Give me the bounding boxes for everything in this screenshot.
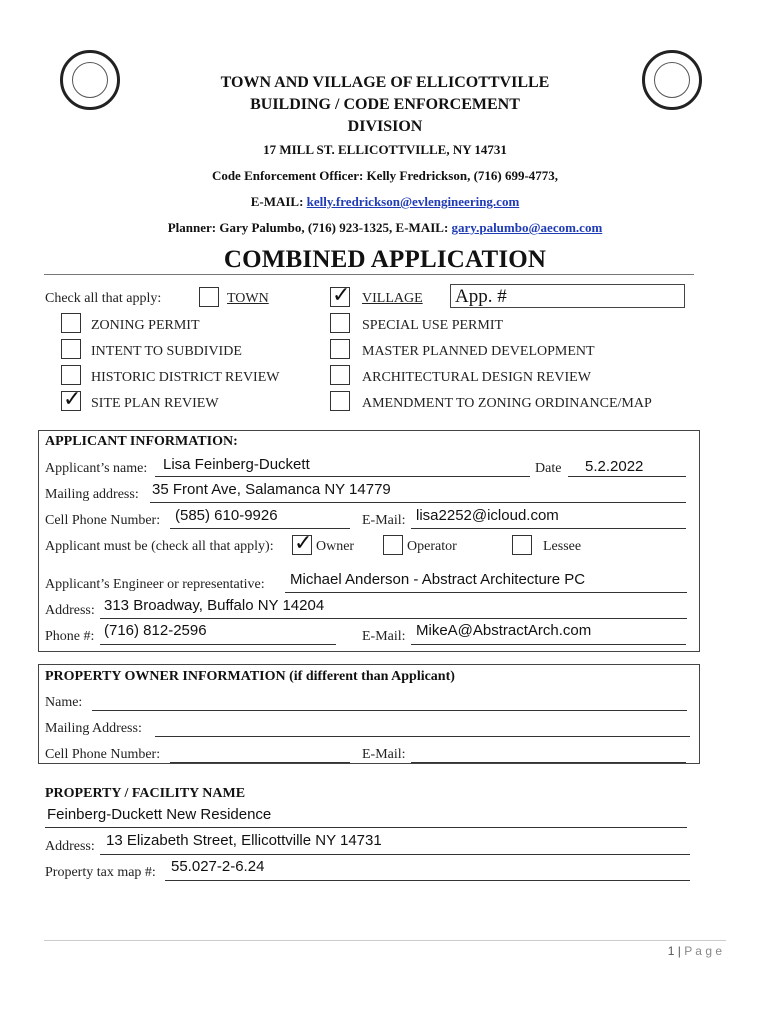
engineer-line xyxy=(285,592,687,593)
date-line xyxy=(568,476,686,477)
title-divider xyxy=(44,274,694,275)
historic-district-label: HISTORIC DISTRICT REVIEW xyxy=(91,370,280,385)
property-address-line xyxy=(100,854,690,855)
owner-name-field[interactable] xyxy=(92,710,687,711)
owner-name-label: Name: xyxy=(45,695,83,710)
check-icon: ✓ xyxy=(63,387,82,412)
header-officer: Code Enforcement Officer: Kelly Fredrickson, (716) 699-4773, xyxy=(211,168,559,183)
lessee-label: Lessee xyxy=(543,539,582,554)
header-planner-line xyxy=(0,220,770,236)
header-address: 17 MILL ST. ELLICOTTVILLE, NY 14731 xyxy=(263,142,507,157)
owner-email-field[interactable] xyxy=(411,762,686,763)
engineer-address-label: Address: xyxy=(45,603,95,618)
officer-email-link[interactable]: kelly.fredrickson@evlengineering.com xyxy=(306,194,520,209)
operator-checkbox[interactable] xyxy=(383,535,403,555)
page-number: 1 xyxy=(667,944,675,958)
footer-divider xyxy=(44,940,726,941)
architectural-design-label: ARCHITECTURAL DESIGN REVIEW xyxy=(362,370,591,385)
facility-name-line xyxy=(45,827,687,828)
zoning-permit-label: ZONING PERMIT xyxy=(91,318,200,333)
engineer-email-label: E-Mail: xyxy=(362,629,406,644)
facility-name-field[interactable]: Feinberg-Duckett New Residence xyxy=(47,806,272,823)
header-planner: Planner: Gary Palumbo, (716) 923-1325, E-MAIL: xyxy=(167,220,449,235)
cell-phone-field[interactable]: (585) 610-9926 xyxy=(175,507,278,524)
page-footer xyxy=(600,944,722,958)
cell-phone-label: Cell Phone Number: xyxy=(45,513,161,528)
header-email-line xyxy=(0,194,770,210)
engineer-field[interactable]: Michael Anderson - Abstract Architecture PC xyxy=(290,571,586,588)
check-icon: ✓ xyxy=(332,283,351,308)
owner-section-title: PROPERTY OWNER INFORMATION (if different than Applicant) xyxy=(45,669,455,684)
email-line xyxy=(411,528,686,529)
property-address-field[interactable]: 13 Elizabeth Street, Ellicottville NY 14731 xyxy=(106,832,382,849)
header-line-1: TOWN AND VILLAGE OF ELLICOTTVILLE xyxy=(220,74,550,91)
date-field[interactable]: 5.2.2022 xyxy=(585,458,644,475)
historic-district-checkbox[interactable] xyxy=(61,365,81,385)
applicant-type-label: Applicant must be (check all that apply): xyxy=(45,539,274,554)
property-section-title: PROPERTY / FACILITY NAME xyxy=(45,786,246,801)
amendment-zoning-checkbox[interactable] xyxy=(330,391,350,411)
operator-label: Operator xyxy=(407,539,457,554)
page-separator: | xyxy=(677,944,681,958)
check-all-label: Check all that apply: xyxy=(45,291,162,306)
date-label: Date xyxy=(535,461,562,476)
tax-map-label: Property tax map #: xyxy=(45,865,156,880)
header-line-2: BUILDING / CODE ENFORCEMENT xyxy=(250,96,520,113)
owner-checkbox[interactable] xyxy=(292,531,313,556)
master-planned-checkbox[interactable] xyxy=(330,339,350,359)
email-field[interactable]: lisa2252@icloud.com xyxy=(416,507,559,524)
property-address-label: Address: xyxy=(45,839,95,854)
check-icon: ✓ xyxy=(294,531,313,556)
intent-to-subdivide-label: INTENT TO SUBDIVIDE xyxy=(91,344,242,359)
applicant-name-field[interactable]: Lisa Feinberg-Duckett xyxy=(163,456,310,473)
applicant-name-label: Applicant’s name: xyxy=(45,461,148,476)
site-plan-review-label: SITE PLAN REVIEW xyxy=(91,396,219,411)
engineer-phone-line xyxy=(100,644,336,645)
applicant-section-title: APPLICANT INFORMATION: xyxy=(45,434,238,449)
master-planned-label: MASTER PLANNED DEVELOPMENT xyxy=(362,344,595,359)
header-line-3: DIVISION xyxy=(347,118,423,135)
architectural-design-checkbox[interactable] xyxy=(330,365,350,385)
app-number-field[interactable] xyxy=(450,284,685,308)
mailing-address-field[interactable]: 35 Front Ave, Salamanca NY 14779 xyxy=(152,481,391,498)
engineer-email-field[interactable]: MikeA@AbstractArch.com xyxy=(416,622,592,639)
tax-map-line xyxy=(165,880,690,881)
owner-cell-field[interactable] xyxy=(170,762,350,763)
planner-email-link[interactable]: gary.palumbo@aecom.com xyxy=(451,220,603,235)
applicant-name-line xyxy=(155,476,530,477)
engineer-phone-field[interactable]: (716) 812-2596 xyxy=(104,622,207,639)
owner-mailing-field[interactable] xyxy=(155,736,690,737)
special-use-permit-label: SPECIAL USE PERMIT xyxy=(362,318,504,333)
zoning-permit-checkbox[interactable] xyxy=(61,313,81,333)
engineer-address-field[interactable]: 313 Broadway, Buffalo NY 14204 xyxy=(104,597,325,614)
town-label: TOWN xyxy=(227,291,269,306)
header-email-label: E-MAIL: xyxy=(250,194,304,209)
village-checkbox[interactable] xyxy=(330,283,351,308)
engineer-label: Applicant’s Engineer or representative: xyxy=(45,577,265,592)
owner-email-label: E-Mail: xyxy=(362,747,406,762)
amendment-zoning-label: AMENDMENT TO ZONING ORDINANCE/MAP xyxy=(362,396,652,411)
email-label: E-Mail: xyxy=(362,513,406,528)
town-checkbox[interactable] xyxy=(199,287,219,307)
tax-map-field[interactable]: 55.027-2-6.24 xyxy=(171,858,265,875)
engineer-phone-label: Phone #: xyxy=(45,629,95,644)
cell-phone-line xyxy=(170,528,350,529)
village-label: VILLAGE xyxy=(362,291,423,306)
lessee-checkbox[interactable] xyxy=(512,535,532,555)
page-word: P a g e xyxy=(684,944,722,958)
engineer-email-line xyxy=(411,644,686,645)
mailing-address-label: Mailing address: xyxy=(45,487,139,502)
owner-label: Owner xyxy=(316,539,355,554)
owner-mailing-label: Mailing Address: xyxy=(45,721,142,736)
page-title: COMBINED APPLICATION xyxy=(223,246,547,273)
owner-cell-label: Cell Phone Number: xyxy=(45,747,161,762)
intent-to-subdivide-checkbox[interactable] xyxy=(61,339,81,359)
special-use-permit-checkbox[interactable] xyxy=(330,313,350,333)
mailing-address-line xyxy=(150,502,686,503)
site-plan-review-checkbox[interactable] xyxy=(61,387,82,412)
engineer-address-line xyxy=(100,618,687,619)
app-number-label: App. # xyxy=(455,286,507,307)
